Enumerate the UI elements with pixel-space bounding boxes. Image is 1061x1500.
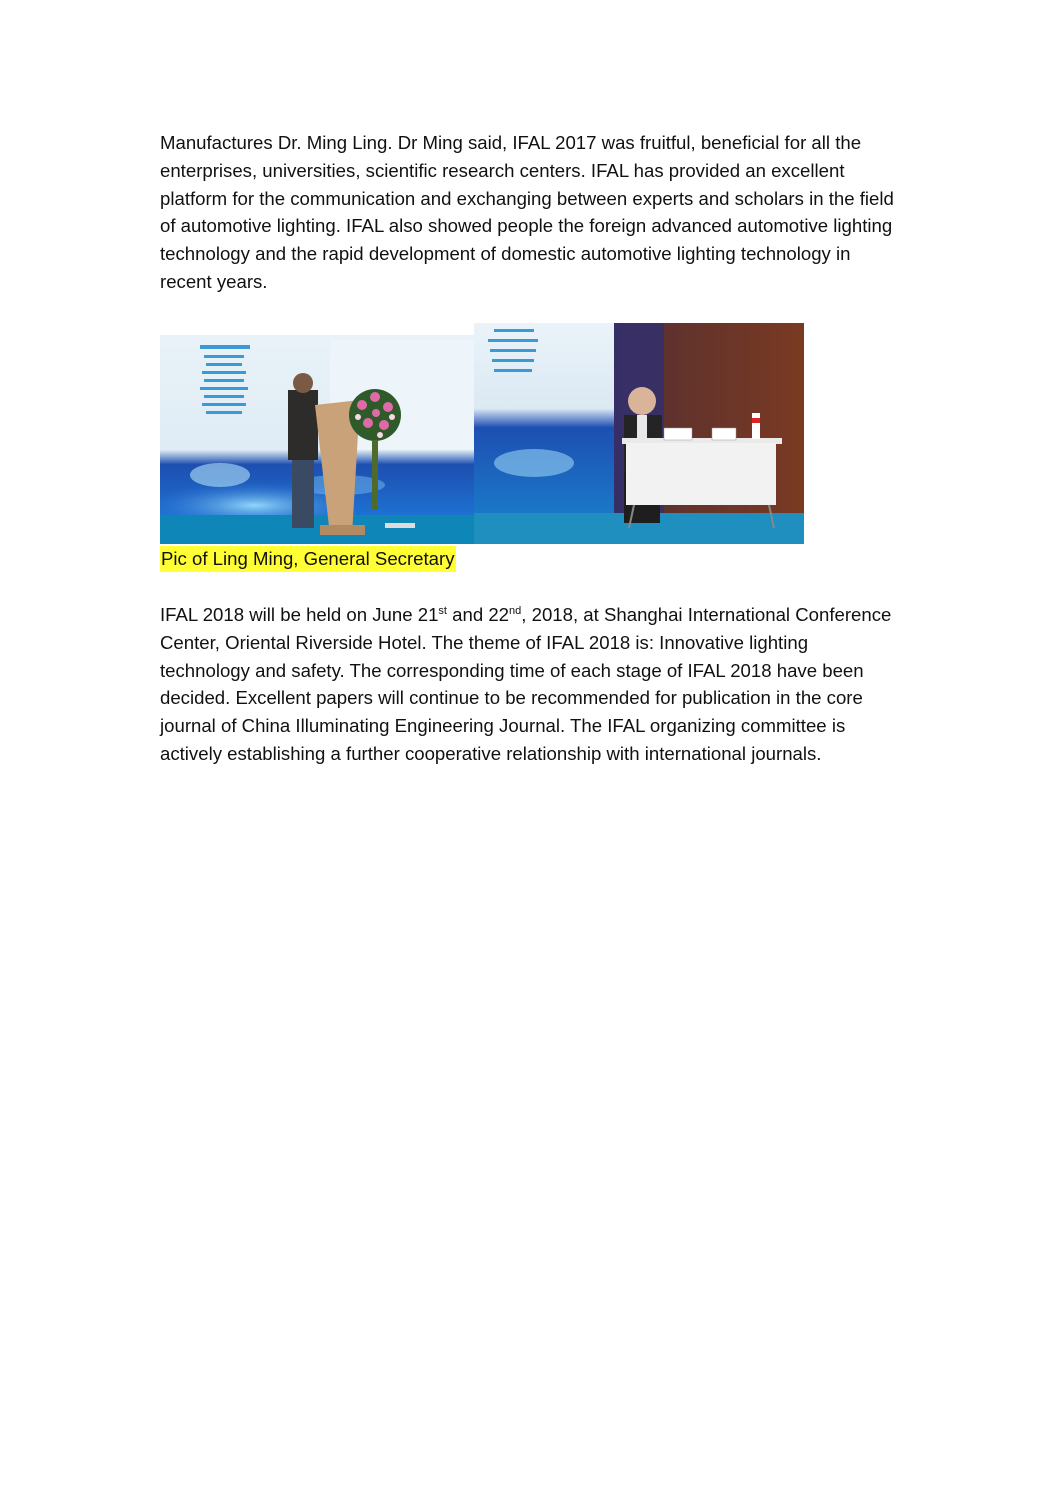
body-paragraph-1: Manufactures Dr. Ming Ling. Dr Ming said, IFAL 2017 was fruitful, beneficial for all the enterprises, universities, scientific research centers. IFAL has provided an excellent platform for the communication and exchanging between experts and scholars in the field of automotive lighting. IFAL also showed people the foreign advanced automotive lighting technology and the rapid development of domestic automotive lighting technology in recent years. <box>160 132 894 292</box>
para2-text-1: IFAL 2018 will be held on June 21 <box>160 604 439 625</box>
photo-seated-speaker <box>474 323 804 544</box>
para2-text-2: and 22 <box>446 604 510 625</box>
body-paragraph-2 <box>160 601 900 768</box>
para2-text-3: , 2018, at Shanghai International Conference Center, Oriental Riverside Hotel. The theme of IFAL 2018 is: Innovative lighting technology and safety. The corresponding time of each stage of IFAL 2018 have been decided. Excellent papers will continue to be recommended for publication in the core journal of China Illuminating Engineering Journal. The IFAL organizing committee is actively establishing a further cooperative relationship with international journals. <box>160 604 892 764</box>
photo-podium-speaker <box>160 335 475 544</box>
photo-caption: Pic of Ling Ming, General Secretary <box>160 546 456 572</box>
para2-sup-2: nd <box>509 604 522 617</box>
para2-sup-1: st <box>438 604 447 617</box>
photo-row <box>160 323 805 545</box>
